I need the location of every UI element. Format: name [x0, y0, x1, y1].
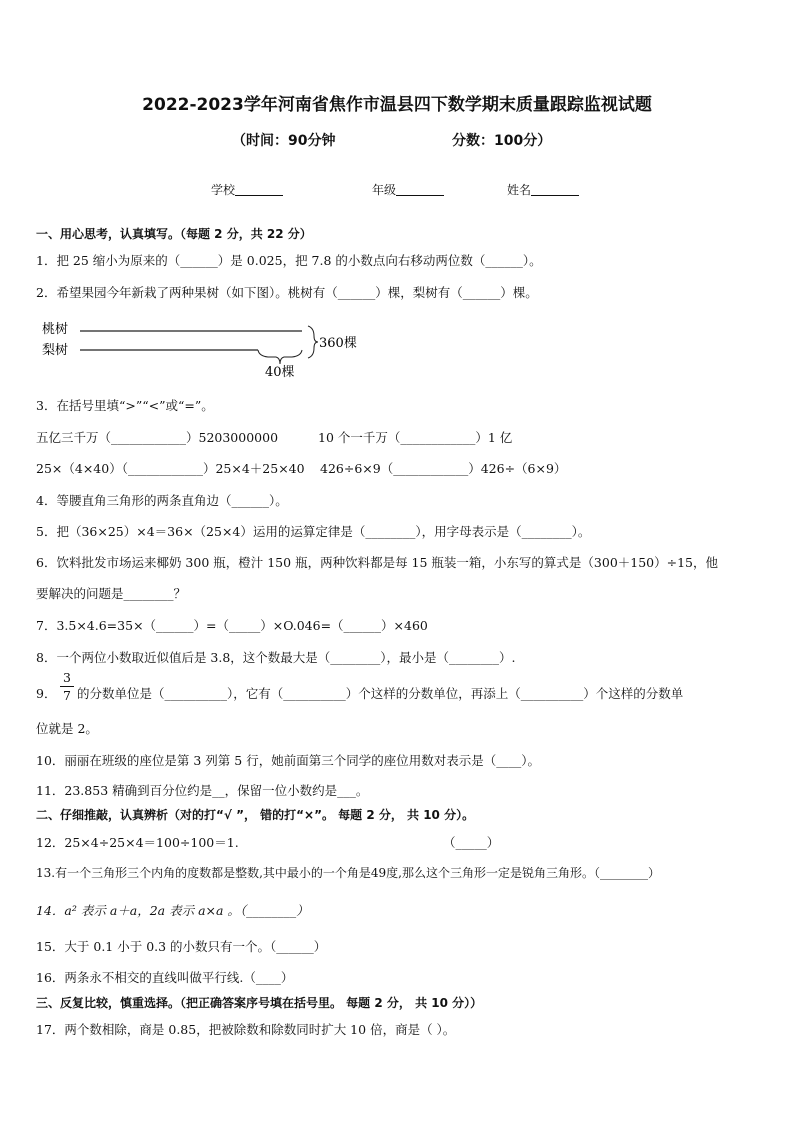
question-10: 10．丽丽在班级的座位是第 3 列第 5 行，她前面第三个同学的座位用数对表示是（____）。 — [36, 753, 540, 768]
name-field — [507, 181, 579, 198]
exam-time: （时间：90分钟 — [232, 133, 336, 149]
question-3a: 五亿三千万（____________）5203000000 — [36, 430, 279, 445]
question-16: 16．两条永不相交的直线叫做平行线.（____） — [36, 970, 294, 985]
school-label: 学校 — [211, 183, 236, 197]
question-3d: 426÷6×9（____________）426÷（6×9） — [320, 461, 567, 476]
difference-label: 40棵 — [265, 365, 295, 380]
question-17: 17．两个数相除，商是 0.85，把被除数和除数同时扩大 10 倍，商是（ ）。 — [36, 1022, 456, 1037]
grade-field — [372, 181, 444, 198]
tree-diagram — [40, 318, 370, 380]
grade-label: 年级 — [372, 183, 397, 197]
fraction-numerator: 3 — [63, 670, 71, 685]
question-1: 1．把 25 缩小为原来的（______）是 0.025，把 7.8 的小数点向右移动两位数（______）。 — [36, 253, 542, 268]
question-12: 12．25×4÷25×4＝100÷100＝1. — [36, 835, 239, 850]
exam-score: 分数：100分） — [452, 133, 552, 149]
total-brace — [308, 326, 318, 358]
question-5: 5．把（36×25）×4＝36×（25×4）运用的运算定律是（________），用字母表示是（________）。 — [36, 524, 591, 539]
question-8: 8．一个两位小数取近似值后是 3.8，这个数最大是（________），最小是（________）. — [36, 650, 516, 665]
question-4: 4．等腰直角三角形的两条直角边（______）。 — [36, 493, 288, 508]
grade-blank[interactable] — [396, 183, 444, 196]
name-blank[interactable] — [531, 183, 579, 196]
question-15: 15．大于 0.1 小于 0.3 的小数只有一个。（______） — [36, 939, 327, 954]
section-3-heading: 三、反复比较，慎重选择。（把正确答案序号填在括号里。 每题 2 分， 共 10 分）） — [36, 996, 483, 1010]
question-12-answer: （_____） — [443, 835, 500, 850]
page-title: 2022-2023学年河南省焦作市温县四下数学期末质量跟踪监视试题 — [142, 95, 652, 115]
difference-brace — [258, 350, 302, 364]
total-label: 360棵 — [319, 336, 357, 351]
section-2-heading: 二、仔细推敲，认真辨析（对的打“√ ”， 错的打“×”。 每题 2 分， 共 10 分）。 — [36, 808, 475, 822]
peach-label: 桃树 — [42, 322, 69, 337]
question-11: 11．23.853 精确到百分位约是__，保留一位小数约是___。 — [36, 783, 369, 798]
question-6-line-1: 6．饮料批发市场运来椰奶 300 瓶，橙汁 150 瓶，两种饮料都是每 15 瓶装一箱，小东写的算式是（300＋150）÷15，他 — [36, 555, 719, 570]
question-3b: 10 个一千万（____________）1 亿 — [318, 430, 513, 445]
school-blank[interactable] — [235, 183, 283, 196]
question-2: 2．希望果园今年新栽了两种果树（如下图）。桃树有（______）棵，梨树有（______）棵。 — [36, 285, 538, 300]
question-14: 14．a² 表示 a＋a，2a 表示 a×a 。（________） — [36, 903, 309, 918]
school-field — [211, 181, 283, 198]
name-label: 姓名 — [507, 183, 532, 197]
pear-label: 梨树 — [42, 343, 69, 358]
question-13: 13.有一个三角形三个内角的度数都是整数,其中最小的一个角是49度,那么这个三角形一定是锐角三角形。（________） — [36, 866, 660, 880]
question-9-line-2: 位就是 2。 — [36, 721, 98, 736]
question-6-line-2: 要解决的问题是________？ — [36, 586, 187, 601]
section-1-heading: 一、用心思考，认真填写。（每题 2 分，共 22 分） — [36, 227, 312, 241]
question-9-number: 9． — [36, 686, 57, 701]
question-9-line-1: 的分数单位是（__________），它有（__________）个这样的分数单位，再添上（__________）个这样的分数单 — [77, 686, 684, 701]
question-7: 7．3.5×4.6=35×（______）=（_____）×O.046=（______）×460 — [36, 618, 428, 633]
fraction-denominator: 7 — [60, 686, 74, 704]
question-3: 3．在括号里填“>”“<”或“=”。 — [36, 398, 214, 413]
fraction-3-7 — [60, 669, 74, 704]
question-3c: 25×（4×40）（____________）25×4＋25×40 — [36, 461, 305, 476]
